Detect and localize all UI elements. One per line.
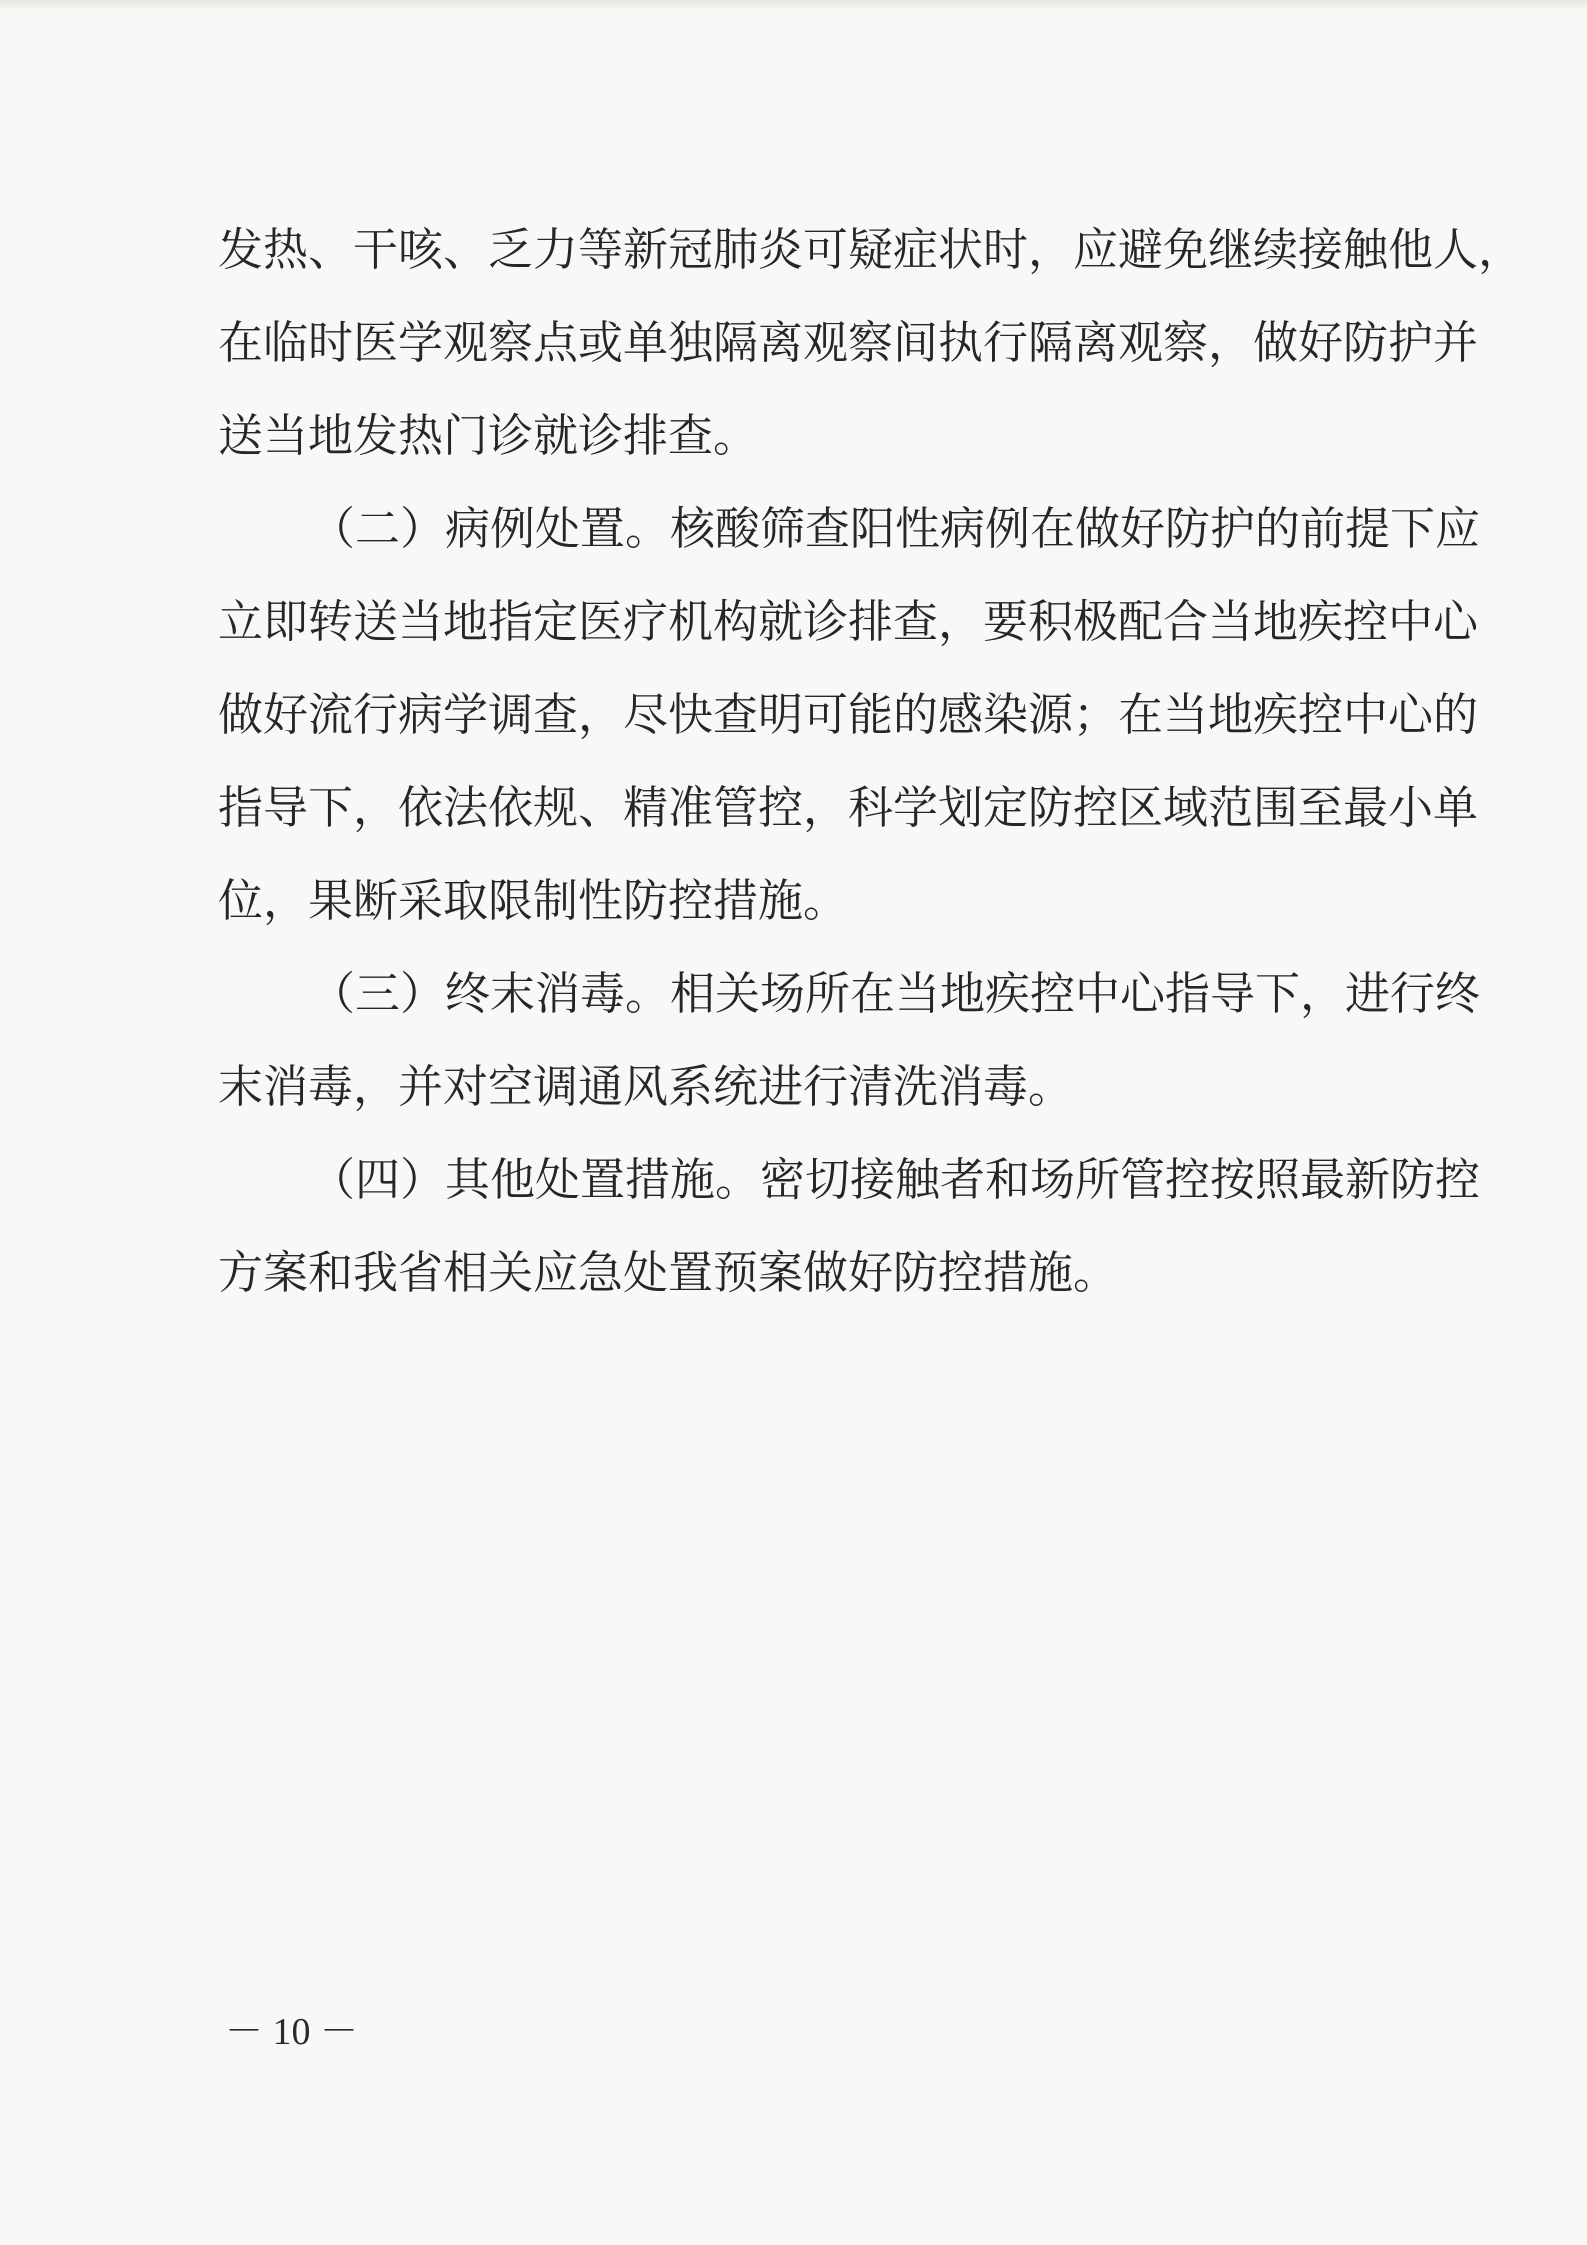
body-line: 方案和我省相关应急处置预案做好防控措施。	[218, 1246, 1119, 1299]
body-line: 做好流行病学调查，尽快查明可能的感染源；在当地疾控中心的	[218, 688, 1479, 741]
document-body	[218, 203, 1524, 1319]
body-line: 发热、干咳、乏力等新冠肺炎可疑症状时，应避免继续接触他人，	[218, 223, 1524, 276]
body-line: 立即转送当地指定医疗机构就诊排查，要积极配合当地疾控中心	[218, 595, 1479, 648]
body-line: 位，果断采取限制性防控措施。	[218, 874, 849, 927]
page-top-edge	[0, 0, 1587, 10]
body-line: 送当地发热门诊就诊排查。	[218, 409, 759, 462]
body-line: （四）其他处置措施。密切接触者和场所管控按照最新防控	[310, 1153, 1481, 1206]
body-line: 指导下，依法依规、精准管控，科学划定防控区域范围至最小单	[218, 781, 1479, 834]
page-number: － 10 －	[225, 2011, 359, 2053]
body-line: 在临时医学观察点或单独隔离观察间执行隔离观察，做好防护并	[218, 316, 1479, 369]
body-line: 末消毒，并对空调通风系统进行清洗消毒。	[218, 1060, 1074, 1113]
body-line: （二）病例处置。核酸筛查阳性病例在做好防护的前提下应	[310, 502, 1481, 555]
body-line: （三）终末消毒。相关场所在当地疾控中心指导下，进行终	[310, 967, 1481, 1020]
